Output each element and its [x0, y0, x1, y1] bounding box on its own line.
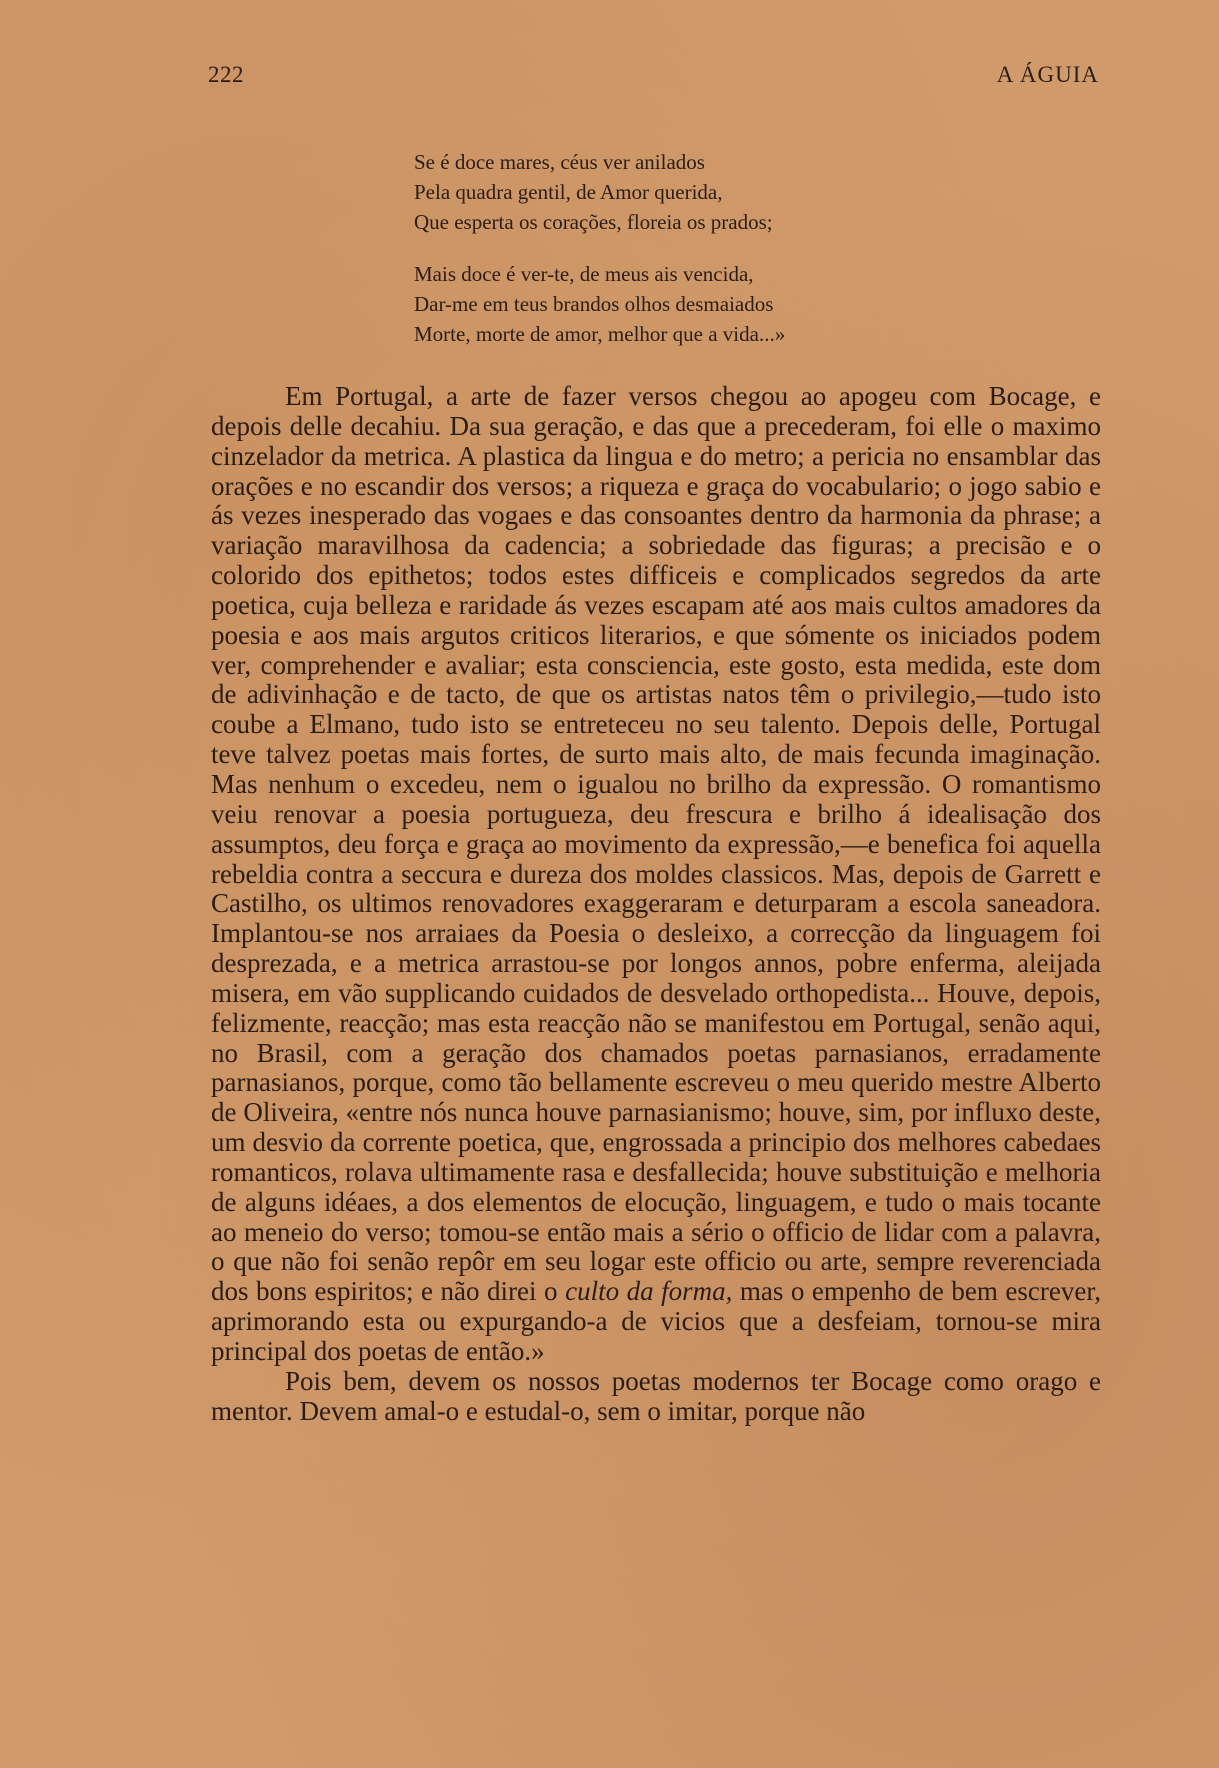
paragraph-1	[211, 382, 1101, 1367]
verse-line: Se é doce mares, céus ver anilados	[414, 150, 705, 174]
page-number: 222	[208, 62, 244, 87]
paragraph-2: Pois bem, devem os nossos poetas modernos ter Bocage como orago e mentor. Devem amal-o e estudal-o, sem o imitar, porque não	[211, 1365, 1101, 1426]
italic-phrase: culto da forma,	[565, 1276, 733, 1307]
verse-line: Dar-me em teus brandos olhos desmaiados	[414, 292, 774, 316]
poem-stanza-1	[414, 147, 785, 237]
verse-line: Mais doce é ver-te, de meus ais vencida,	[414, 262, 754, 286]
page-header	[208, 62, 1099, 96]
poem-stanza-2	[414, 259, 785, 349]
verse-line: Pela quadra gentil, de Amor querida,	[414, 180, 723, 204]
body-text	[211, 382, 1101, 1427]
poem-quotation	[414, 147, 785, 371]
paragraph-1-text: Em Portugal, a arte de fazer versos chegou ao apogeu com Bocage, e depois delle decahiu. Da sua geração, e das que a precederam, foi elle o maximo cinzelador da metrica. A plastica da lingua e do metro; a pericia no ensamblar das orações e no escandir dos versos; a riqueza e graça do vocabulario; o jogo sabio e ás vezes inesperado das vogaes e das consoantes dentro da harmonia da phrase; a variação maravilhosa da cadencia; a sobriedade das figuras; a precisão e o colorido dos epithetos; todos estes difficeis e complicados segredos da arte poetica, cuja belleza e raridade ás vezes escapam até aos mais cultos amadores da poesia e aos mais argutos criticos literarios, e que sómente os iniciados podem ver, comprehender e avaliar; esta consciencia, este gosto, esta medida, este dom de adivinhação e de tacto, de que os artistas natos têm o privilegio,—tudo isto coube a Elmano, tudo isto se entreteceu no seu talento. Depois delle, Portugal teve talvez poetas mais fortes, de surto mais alto, de mais fecunda imaginação. Mas nenhum o excedeu, nem o igualou no brilho da expressão. O romantismo veiu renovar a poesia portugueza, deu frescura e brilho á idealisação dos assumptos, deu força e graça ao movimento da expressão,—e benefica foi aquella rebeldia contra a seccura e dureza dos moldes classicos. Mas, depois de Garrett e Castilho, os ultimos renovadores exaggeraram e deturparam a escola saneadora. Implantou-se nos arraiaes da Poesia o desleixo, a correcção da linguagem foi desprezada, e a metrica arrastou-se por longos annos, pobre enferma, aleijada misera, em vão supplicando cuidados de desvelado orthopedista... Houve, depois, felizmente, reacção; mas esta reacção não se manifestou em Portugal, senão aqui, no Brasil, com a geração dos chamados poetas parnasianos, erradamente parnasianos, porque, como tão bellamente escreveu o meu querido mestre Alberto de Oliveira, «entre nós nunca houve parnasianismo; houve, sim, por influxo deste, um desvio da corrente poetica, que, engrossada a principio dos melhores cabedaes romanticos, rolava ultimamente rasa e desfallecida; houve substituição e melhoria de alguns idéaes, a dos elementos de elocução, linguagem, e tudo o mais tocante ao meneio do verso; tomou-se então mais a sério o officio de lidar com a palavra, o que não foi senão repôr em seu logar este officio ou arte, sempre reverenciada dos bons espiritos; e não direi o	[211, 381, 1101, 1307]
paragraph-1-ending: mas o empenho de bem escrever, aprimorando esta ou expurgando-a de vicios que a desfeiam, tornou-se mira principal dos poetas de então.»	[211, 1276, 1102, 1366]
verse-line: Morte, morte de amor, melhor que a vida...»	[414, 322, 786, 346]
verse-line: Que esperta os corações, floreia os prados;	[414, 210, 773, 234]
running-title: A ÁGUIA	[996, 62, 1099, 87]
